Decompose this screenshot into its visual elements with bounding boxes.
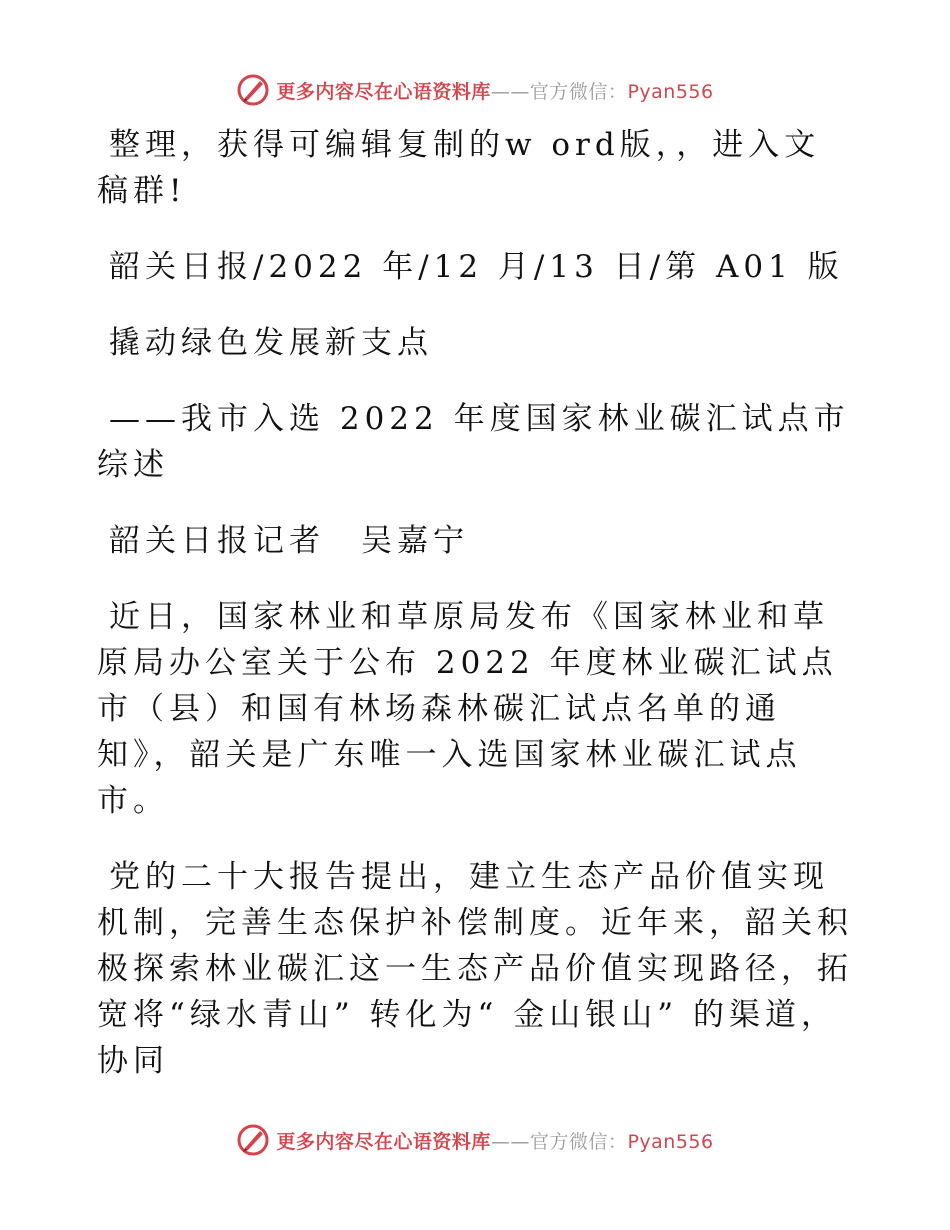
footer-watermark <box>0 1120 950 1160</box>
watermark-label: 官方微信： <box>529 80 628 103</box>
paragraph-1: 近日，国家林业和草原局发布《国家林业和草原局办公室关于公布 2022 年度林业碳汇试点市（县）和国有林场森林碳汇试点名单的通知》，韶关是广东唯一入选国家林业碳汇试点市。 <box>97 599 838 819</box>
watermark-dash: —— <box>490 80 530 103</box>
headline: 撬动绿色发展新支点 <box>109 325 433 361</box>
header-watermark <box>0 70 950 110</box>
watermark-dash: —— <box>490 1130 530 1153</box>
paragraph-2: 党的二十大报告提出，建立生态产品价值实现机制，完善生态保护补偿制度。近年来，韶关积极探索林业碳汇这一生态产品价值实现路径，拓宽将“绿水青山” 转化为“ 金山银山” 的渠道，协同 <box>97 859 853 1079</box>
watermark-brand: 更多内容尽在心语资料库 <box>276 80 491 103</box>
watermark-brand: 更多内容尽在心语资料库 <box>276 1130 491 1153</box>
watermark-wechat-id: Pyan556 <box>627 80 714 103</box>
quill-pen-seal-icon <box>236 73 270 107</box>
byline: 韶关日报记者 吴嘉宁 <box>109 523 469 559</box>
watermark-wechat-id: Pyan556 <box>627 1130 714 1153</box>
watermark-label: 官方微信： <box>529 1130 628 1153</box>
intro-text: 整理，获得可编辑复制的w ord版，，进入文稿群! <box>97 127 821 209</box>
subheadline: ——我市入选 2022 年度国家林业碳汇试点市综述 <box>97 401 850 483</box>
quill-pen-seal-icon <box>236 1123 270 1157</box>
source-line: 韶关日报/2022 年/12 月/13 日/第 A01 版 <box>109 249 844 285</box>
document-body <box>97 122 853 1084</box>
